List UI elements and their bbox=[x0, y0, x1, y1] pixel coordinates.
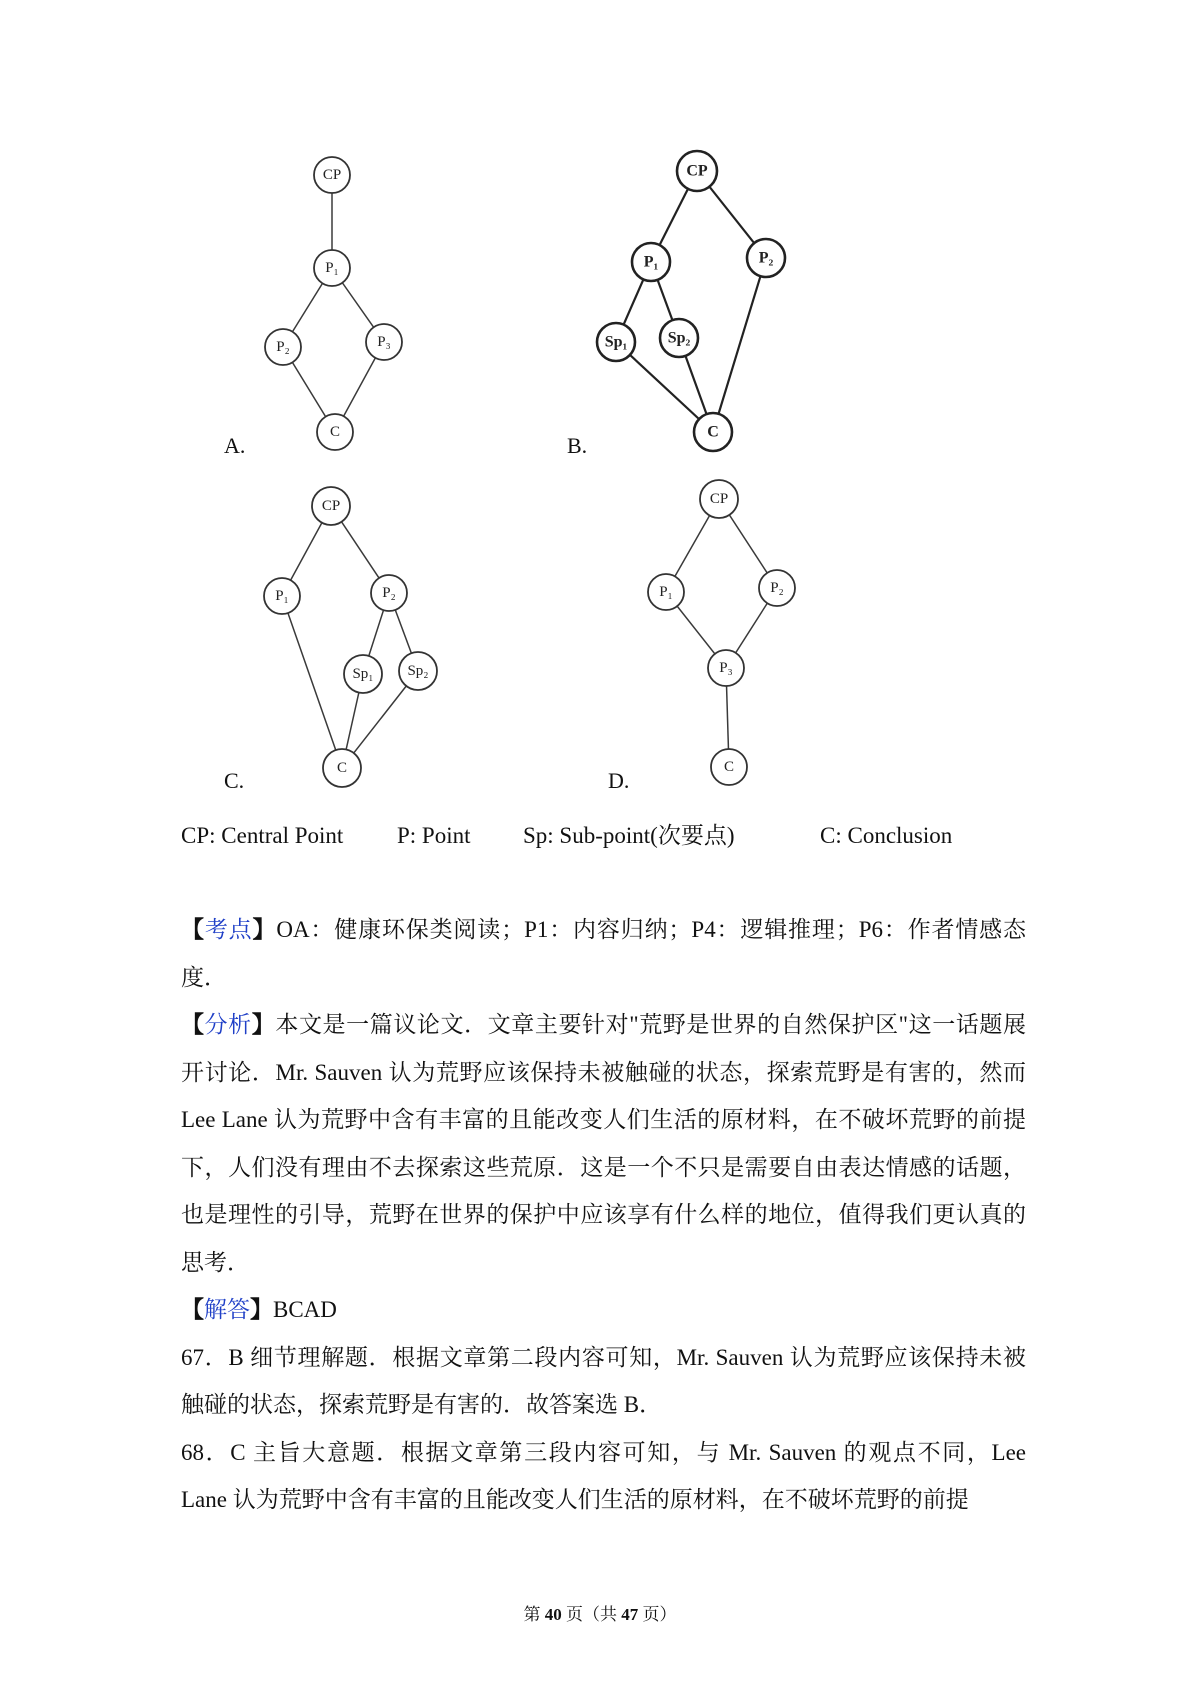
node-p2-label: P₂ bbox=[770, 580, 784, 596]
footer-page-number: 40 bbox=[544, 1605, 562, 1624]
node-sp1 bbox=[597, 323, 635, 361]
node-p1 bbox=[632, 243, 670, 281]
diagram-a-graph bbox=[230, 145, 430, 455]
jieda-tag: 解答 bbox=[204, 1297, 250, 1322]
diagram-c-graph bbox=[245, 475, 465, 795]
kaodian-text: OA：健康环保类阅读；P1：内容归纳；P4：逻辑推理；P6：作者情感态度． bbox=[181, 917, 1027, 990]
node-p1 bbox=[264, 578, 300, 614]
node-cp-label: CP bbox=[322, 167, 342, 183]
node-sp2-label: Sp₂ bbox=[407, 663, 429, 679]
node-p1-label: P₁ bbox=[275, 588, 289, 604]
node-p2 bbox=[759, 570, 795, 606]
node-sp2 bbox=[399, 652, 437, 690]
answer-67: 67．B 细节理解题．根据文章第二段内容可知，Mr. Sauven 认为荒野应该保持未被触碰的状态，探索荒野是有害的．故答案选 B． bbox=[181, 1344, 1026, 1417]
legend-sub-point: Sp: Sub-point(次要点) bbox=[523, 823, 735, 848]
footer-suffix: 页） bbox=[638, 1605, 677, 1624]
option-label-c: C. bbox=[224, 768, 245, 793]
legend-conclusion: C: Conclusion bbox=[820, 823, 953, 848]
node-cp bbox=[314, 157, 350, 193]
node-c bbox=[317, 414, 353, 450]
diagram-a bbox=[230, 145, 430, 455]
node-cp bbox=[677, 151, 717, 191]
node-sp2-label: Sp₂ bbox=[667, 329, 691, 347]
node-cp bbox=[312, 487, 350, 525]
jieda-open-bracket: 【 bbox=[181, 1297, 204, 1322]
kaodian-tag: 考点 bbox=[204, 917, 253, 942]
node-p2 bbox=[265, 329, 301, 365]
node-p1-label: P₁ bbox=[659, 584, 673, 600]
fenxi-tag: 分析 bbox=[204, 1012, 252, 1037]
node-p3 bbox=[366, 324, 402, 360]
kaodian-open-bracket: 【 bbox=[181, 917, 205, 942]
option-label-b: B. bbox=[567, 433, 588, 458]
legend-point: P: Point bbox=[397, 823, 471, 848]
node-p1-label: P₁ bbox=[325, 260, 339, 276]
diagram-b-graph bbox=[580, 145, 800, 455]
node-c-label: C bbox=[707, 423, 719, 441]
edge-p1-c bbox=[282, 596, 342, 768]
node-c-label: C bbox=[336, 760, 348, 776]
footer-middle: 页（共 bbox=[561, 1605, 622, 1624]
diagram-d bbox=[625, 470, 825, 790]
jieda-close-bracket: 】 bbox=[250, 1297, 273, 1322]
jieda-section bbox=[181, 1286, 1026, 1334]
footer-total-pages: 47 bbox=[621, 1605, 639, 1624]
fenxi-open-bracket: 【 bbox=[181, 1012, 205, 1037]
node-p1-label: P₁ bbox=[643, 253, 659, 271]
node-cp bbox=[700, 480, 738, 518]
node-p3-label: P₃ bbox=[377, 334, 391, 350]
option-label-d: D. bbox=[608, 768, 630, 793]
node-sp1-label: Sp₁ bbox=[604, 333, 628, 351]
node-c bbox=[694, 413, 732, 451]
diagram-b bbox=[580, 145, 800, 455]
fenxi-text: 本文是一篇议论文．文章主要针对"荒野是世界的自然保护区"这一话题展开讨论．Mr. Sauven 认为荒野应该保持未被触碰的状态，探索荒野是有害的，然而 Lee Lane 认为荒野中含有丰富的且能改变人们生活的原材料，在不破坏荒野的前提下，人们没有理由不去探索这些荒原．这是一个不只是需要自由表达情感的话题，也是理性的引导，荒野在世界的保护中应该享有什么样的地位，值得我们更认真的思考． bbox=[181, 1012, 1027, 1275]
kaodian-section bbox=[181, 906, 1026, 1001]
diagram-c bbox=[245, 475, 465, 795]
analysis-text bbox=[181, 906, 1026, 1524]
node-p2-label: P₂ bbox=[276, 339, 290, 355]
node-c bbox=[323, 749, 361, 787]
fenxi-close-bracket: 】 bbox=[251, 1012, 276, 1037]
node-sp1 bbox=[344, 655, 382, 693]
node-cp-label: CP bbox=[321, 498, 341, 514]
node-p2 bbox=[371, 575, 407, 611]
edge-p2-c bbox=[713, 258, 766, 432]
node-sp2 bbox=[660, 319, 698, 357]
node-p2-label: P₂ bbox=[382, 585, 396, 601]
fenxi-section bbox=[181, 1001, 1026, 1286]
node-p3-label: P₃ bbox=[719, 660, 733, 676]
jieda-text: BCAD bbox=[273, 1297, 337, 1322]
answer-68: 68．C 主旨大意题．根据文章第三段内容可知，与 Mr. Sauven 的观点不同，Lee Lane 认为荒野中含有丰富的且能改变人们生活的原材料，在不破坏荒野的前提 bbox=[181, 1439, 1026, 1512]
node-c-label: C bbox=[723, 759, 735, 775]
footer-prefix: 第 bbox=[523, 1605, 545, 1624]
node-cp-label: CP bbox=[709, 491, 729, 507]
node-p2-label: P₂ bbox=[758, 249, 774, 267]
option-label-a: A. bbox=[224, 433, 246, 458]
node-p1 bbox=[648, 574, 684, 610]
node-p2 bbox=[747, 239, 785, 277]
legend-central-point: CP: Central Point bbox=[181, 823, 344, 848]
kaodian-close-bracket: 】 bbox=[252, 917, 277, 942]
diagram-d-graph bbox=[625, 470, 825, 790]
node-c bbox=[711, 749, 747, 785]
node-p3 bbox=[708, 650, 744, 686]
node-c-label: C bbox=[329, 424, 341, 440]
page-footer bbox=[0, 1600, 1200, 1625]
node-sp1-label: Sp₁ bbox=[352, 666, 374, 682]
node-p1 bbox=[314, 250, 350, 286]
node-cp-label: CP bbox=[686, 162, 708, 180]
